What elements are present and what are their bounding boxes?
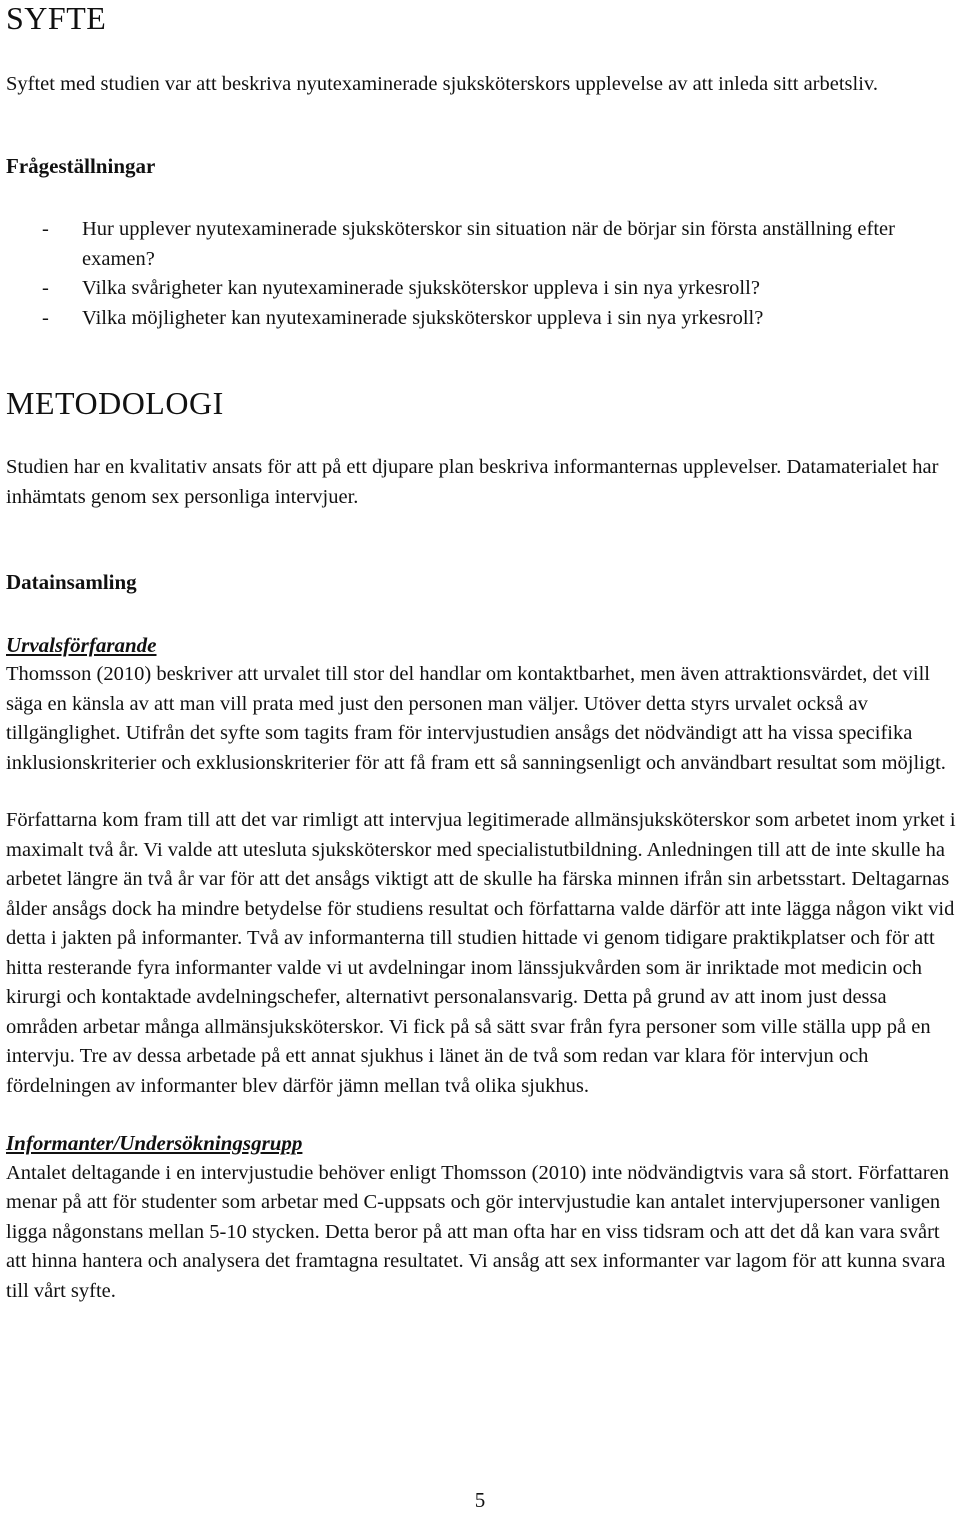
metodologi-paragraph: Studien har en kvalitativ ansats för att på ett djupare plan beskriva informanternas upplevelser. Datamaterialet har inhämtats genom sex personliga intervjuer. bbox=[6, 456, 939, 508]
urval-paragraph-1: Thomsson (2010) beskriver att urvalet till stor del handlar om kontaktbarhet, men även attraktionsvärdet, det vill säga en känsla av att man vill prata med just den personen man väljer. Utöver detta styrs urvalet också av tillgänglighet. Utifrån det syfte som tagits fram för intervjustudien ansågs det nödvändigt att ha vissa specifika inklusionskriterier och exklusionskriterier för att få fram ett så sanningsenligt och användbart resultat som möjligt. bbox=[6, 663, 946, 774]
document-page bbox=[6, 0, 956, 1306]
syfte-paragraph: Syftet med studien var att beskriva nyutexaminerade sjuksköterskors upplevelse av att inleda sitt arbetsliv. bbox=[6, 73, 878, 95]
heading-urvalsforfarande: Urvalsförfarande bbox=[6, 632, 157, 657]
heading-syfte: SYFTE bbox=[6, 0, 107, 36]
heading-metodologi: METODOLOGI bbox=[6, 385, 224, 421]
list-item: - Vilka möjligheter kan nyutexaminerade sjuksköterskor uppleva i sin nya yrkesroll? bbox=[42, 306, 764, 329]
list-item: - Vilka svårigheter kan nyutexaminerade sjuksköterskor uppleva i sin nya yrkesroll? bbox=[42, 277, 760, 299]
urval-paragraph-2: Författarna kom fram till att det var rimligt att intervjua legitimerade allmänsjuksköterskor som arbetet inom yrket i maximalt två år. Vi valde att utesluta sjuksköterskor med specialistutbildning. Anledningen till att de inte skulle ha arbetet längre än två år var för att det ansågs viktigt att de skulle ha färska minnen ifrån sin arbetsstart. Deltagarnas ålder ansågs dock ha mindre betydelse för studiens resultat och författarna valde därför att inte lägga någon vikt vid detta i jakten på informanter. Två av informanterna till studien hittade vi genom tidigare praktikplatser och för att hitta resterande fyra informanter valde vi ut avdelningar inom länssjukvården som är inriktade mot medicin och kirurgi och kontaktade avdelningschefer, alternativt personalansvarig. Detta på grund av att inom just dessa områden arbetar många allmänsjuksköterskor. Vi fick på så sätt svar från fyra personer som ville ställa upp på en intervju. Tre av dessa arbetade på ett annat sjukhus i länet än de två som redan var klara för intervjun och fördelningen av informanter blev därför jämn mellan två olika sjukhus. bbox=[6, 809, 956, 1097]
page-number: 5 bbox=[474, 1488, 486, 1512]
heading-informanter: Informanter/Undersökningsgrupp bbox=[6, 1131, 303, 1155]
list-item: - Hur upplever nyutexaminerade sjuksköterskor sin situation när de börjar sin första anställning efter examen? bbox=[42, 218, 895, 270]
question-list bbox=[6, 215, 956, 333]
heading-datainsamling: Datainsamling bbox=[6, 570, 137, 594]
informanter-paragraph: Antalet deltagande i en intervjustudie behöver enligt Thomsson (2010) inte nödvändigtvis vara så stort. Författaren menar på att för studenter som arbetar med C-uppsats och gör intervjustudie kan antalet intervjupersoner vanligen ligga någonstans mellan 5-10 stycken. Detta beror på att man ofta har en viss tidsram och att det då kan vara svårt att hinna hantera och analysera det framtagna resultatet. Vi ansåg att sex informanter var lagom för att kunna svara till vårt syfte. bbox=[6, 1161, 949, 1302]
heading-fragestallningar: Frågeställningar bbox=[6, 153, 156, 178]
